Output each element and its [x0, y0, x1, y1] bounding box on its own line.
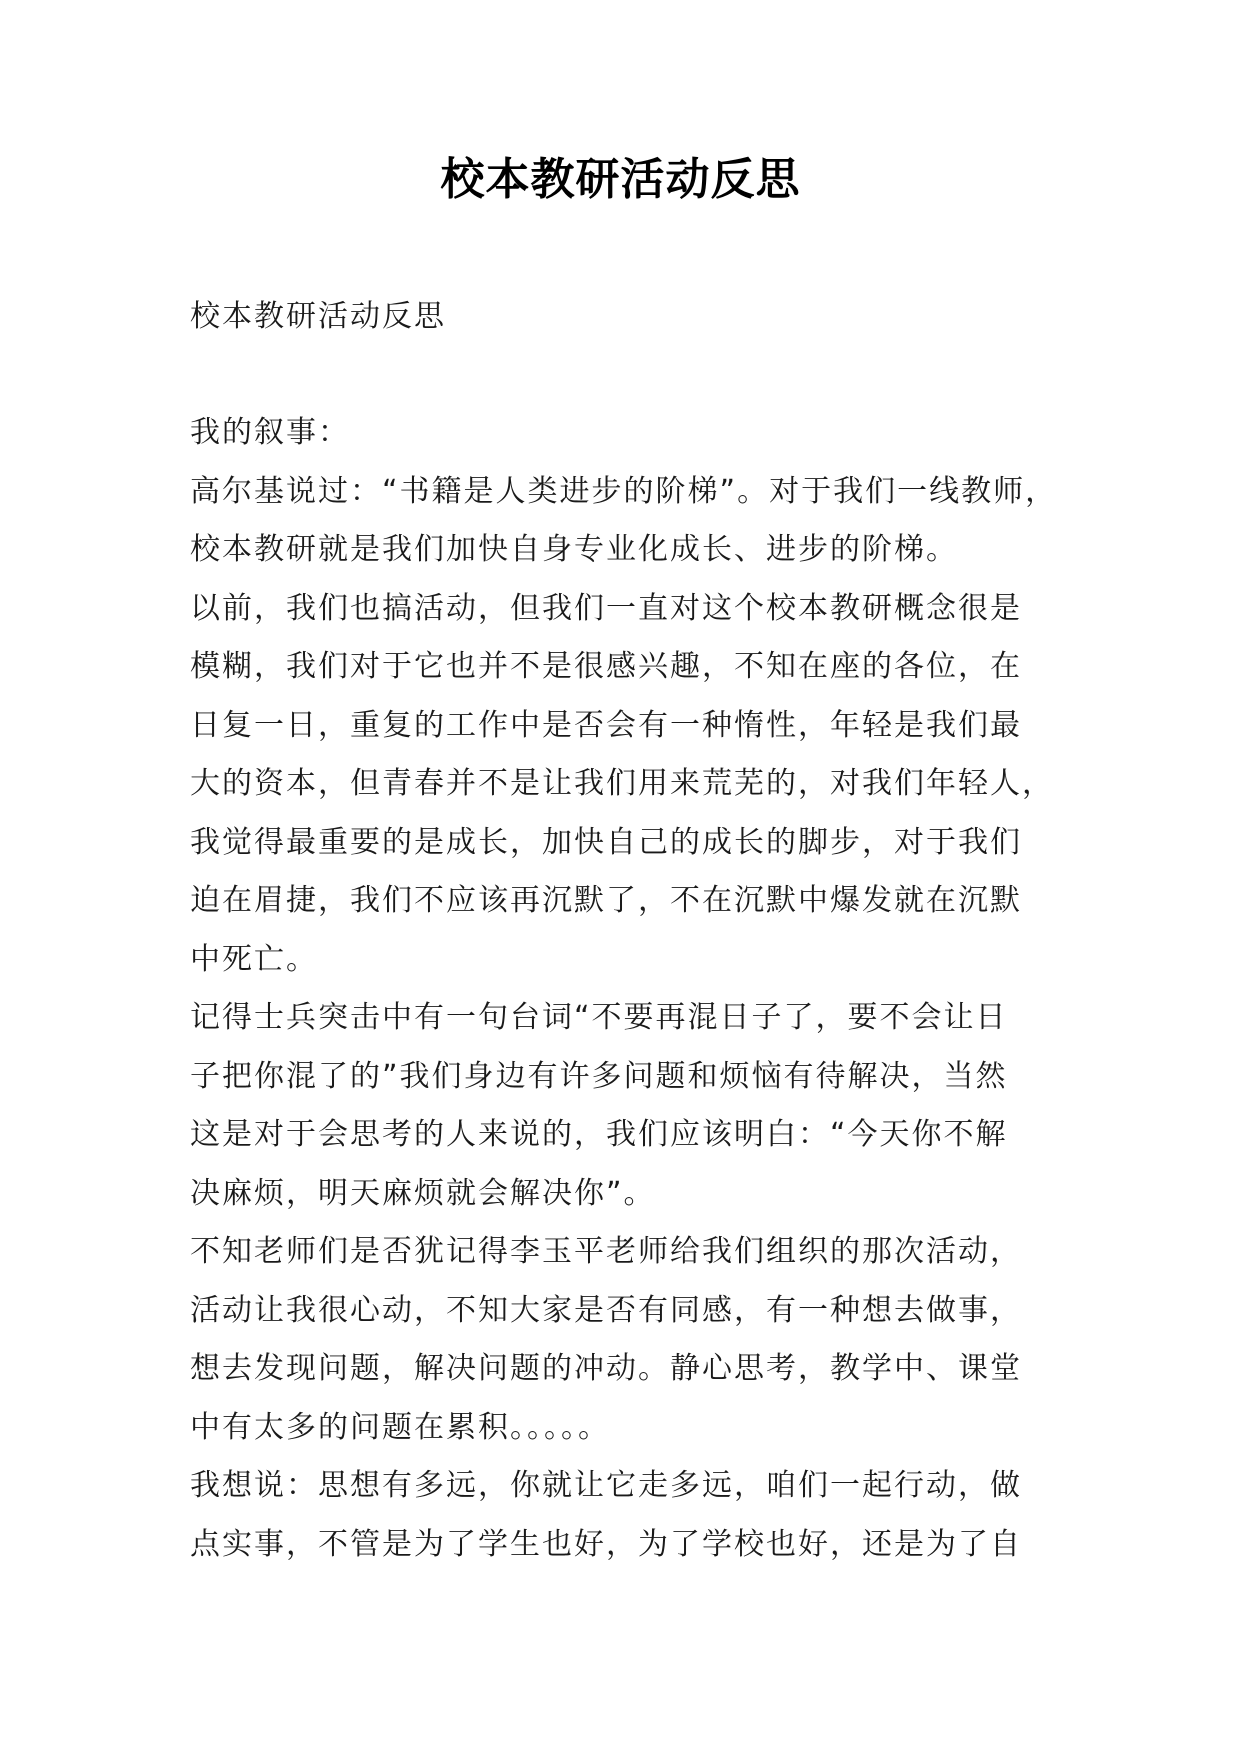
paragraph-closing-thoughts: [190, 1457, 1070, 1574]
text-line: 不知老师们是否犹记得李玉平老师给我们组织的那次活动，: [190, 1234, 1022, 1269]
text-line: 记得士兵突击中有一句台词“不要再混日子了，要不会让日: [190, 1000, 1008, 1035]
paragraph-soldier-quote: [190, 989, 1070, 1223]
document-subtitle: 校本教研活动反思: [190, 299, 446, 334]
text-line: 大的资本，但青春并不是让我们用来荒芜的，对我们年轻人，: [190, 766, 1054, 801]
paragraph-gorky-quote: [190, 463, 1070, 580]
text-line: 校本教研就是我们加快自身专业化成长、进步的阶梯。: [190, 532, 958, 567]
text-line: 我的叙事：: [190, 415, 350, 450]
text-line: 迫在眉捷，我们不应该再沉默了，不在沉默中爆发就在沉默: [190, 883, 1022, 918]
text-line: 以前，我们也搞活动，但我们一直对这个校本教研概念很是: [190, 590, 1022, 626]
text-line: 我想说：思想有多远，你就让它走多远，咱们一起行动，做: [190, 1468, 1022, 1503]
text-line: 日复一日，重复的工作中是否会有一种惰性，年轻是我们最: [190, 707, 1022, 743]
document-body: [190, 288, 1070, 1574]
text-line: 这是对于会思考的人来说的，我们应该明白：“今天你不解: [190, 1117, 1008, 1152]
paragraph-past-activities: [190, 580, 1070, 990]
text-line: 中有太多的问题在累积。。。。。: [190, 1409, 610, 1445]
text-line: 子把你混了的”我们身边有许多问题和烦恼有待解决，当然: [190, 1058, 1008, 1094]
text-line: 模糊，我们对于它也并不是很感兴趣，不知在座的各位，在: [190, 649, 1022, 684]
document-title: 校本教研活动反思: [440, 154, 801, 205]
text-line: 中死亡。: [190, 941, 318, 977]
text-line: 点实事，不管是为了学生也好，为了学校也好，还是为了自: [190, 1526, 1022, 1562]
text-line: 我觉得最重要的是成长，加快自己的成长的脚步，对于我们: [190, 824, 1022, 860]
text-line: 活动让我很心动，不知大家是否有同感，有一种想去做事，: [190, 1292, 1022, 1328]
paragraph-li-yuping-activity: [190, 1223, 1070, 1457]
text-line: 想去发现问题，解决问题的冲动。静心思考，教学中、课堂: [190, 1351, 1022, 1386]
text-line: 决麻烦，明天麻烦就会解决你”。: [190, 1175, 656, 1211]
text-line: 高尔基说过：“书籍是人类进步的阶梯”。对于我们一线教师，: [190, 473, 1058, 509]
paragraph-narrative-heading: [190, 404, 1070, 463]
